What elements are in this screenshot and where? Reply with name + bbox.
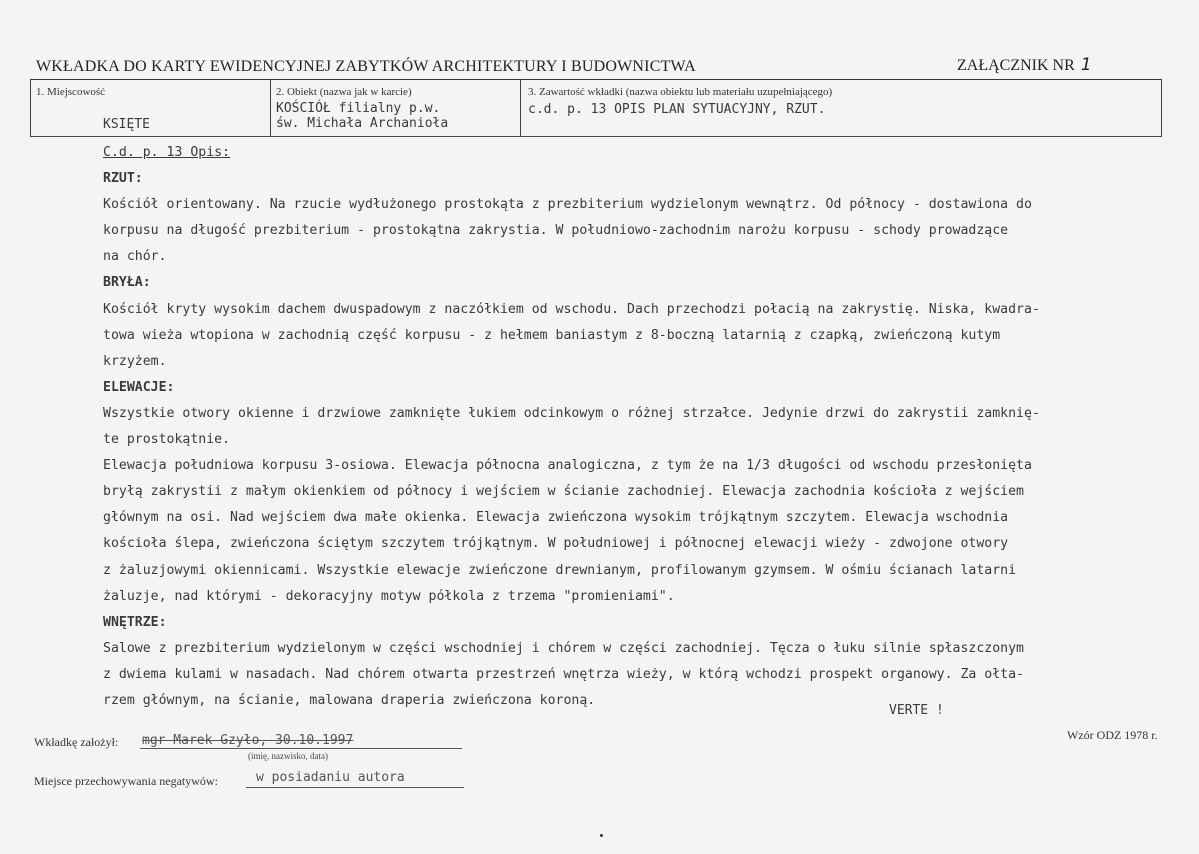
object-value-line1: KOŚCIÓŁ filialny p.w. <box>276 101 441 116</box>
storage-value: w posiadaniu autora <box>256 770 405 785</box>
form-code: Wzór ODZ 1978 r. <box>1067 728 1158 742</box>
body-line: krzyżem. <box>103 353 167 369</box>
body-line: korpusu na długość prezbiterium - prostokątna zakrystia. W południowo-zachodnim narożu korpusu - schody prowadzące <box>103 223 1009 239</box>
paper-speck <box>600 834 603 837</box>
header-rule <box>30 79 1162 80</box>
section-heading: BRYŁA: <box>103 275 151 291</box>
box-bottom-rule <box>30 136 1162 137</box>
body-line: na chór. <box>103 249 167 265</box>
description-body <box>103 140 1093 714</box>
body-line: Elewacja południowa korpusu 3-osiowa. Elewacja północna analogiczna, z tym że na 1/3 długości od wschodu przesłonięta <box>103 458 1032 474</box>
form-title: WKŁADKA DO KARTY EWIDENCYJNEJ ZABYTKÓW ARCHITEKTURY I BUDOWNICTWA <box>36 58 696 75</box>
attachment-number-value: 1 <box>1080 55 1092 75</box>
content-label: 3. Zawartość wkładki (nazwa obiektu lub materiału uzupełniającego) <box>528 86 833 98</box>
body-line: bryłą zakrystii z małym okienkiem od północy i wejściem w ścianie zachodniej. Elewacja zachodnia kościoła z wejściem <box>103 484 1024 500</box>
content-value: c.d. p. 13 OPIS PLAN SYTUACYJNY, RZUT. <box>528 102 826 117</box>
prepared-by-value: mgr Marek Gzyło, 30.10.1997 <box>142 733 354 748</box>
prepared-by-label: Wkładkę założył: <box>34 735 119 749</box>
box-divider-2 <box>520 80 521 137</box>
storage-label: Miejsce przechowywania negatywów: <box>34 774 218 788</box>
body-line: kościoła ślepa, zwieńczona ściętym szczytem trójkątnym. W południowej i północnej elewacji wieży - zdwojone otwory <box>103 536 1009 552</box>
section-heading: WNĘTRZE: <box>103 614 167 630</box>
body-line: towa wieża wtopiona w zachodnią część korpusu - z hełmem baniastym z 8-boczną latarnią z czapką, zwieńczoną kutym <box>103 327 1001 343</box>
box-left-border <box>30 80 31 137</box>
continuation-heading: C.d. p. 13 Opis: <box>103 145 231 160</box>
body-line: Wszystkie otwory okienne i drzwiowe zamknięte łukiem odcinkowym o różnej strzałce. Jedynie drzwi do zakrystii zamknię- <box>103 405 1040 421</box>
prepared-by-hint: (imię, nazwisko, data) <box>248 751 328 761</box>
body-line: żaluzje, nad którymi - dekoracyjny motyw półkola z trzema "promieniami". <box>103 588 675 604</box>
object-value-line2: św. Michała Archanioła <box>276 116 449 131</box>
body-line: Kościół orientowany. Na rzucie wydłużonego prostokąta z prezbiterium wydzielonym wewnątrz. Od północy - dostawiona do <box>103 197 1032 213</box>
body-line: głównym na osi. Nad wejściem dwa małe okienka. Elewacja zwieńczona wysokim trójkątnym szczytem. Elewacja wschodnia <box>103 510 1009 526</box>
locality-label: 1. Miejscowość <box>36 86 106 98</box>
section-heading: ELEWACJE: <box>103 379 175 395</box>
body-line: Kościół kryty wysokim dachem dwuspadowym z naczółkiem od wschodu. Dach przechodzi połacią na zakrystię. Niska, kwadra- <box>103 301 1040 317</box>
storage-line <box>246 787 464 788</box>
prepared-by-line <box>140 748 462 749</box>
body-line: rzem głównym, na ścianie, malowana draperia zwieńczona koroną. <box>103 692 596 708</box>
object-label: 2. Obiekt (nazwa jak w karcie) <box>276 86 412 98</box>
body-line: z dwiema kulami w nasadach. Nad chórem otwarta przestrzeń wnętrza wieży, w którą wchodzi prospekt organowy. Za ołta- <box>103 666 1024 682</box>
section-heading: RZUT: <box>103 171 143 187</box>
verte-note: VERTE ! <box>889 703 944 718</box>
body-line: te prostokątnie. <box>103 432 231 448</box>
body-line: Salowe z prezbiterium wydzielonym w części wschodniej i chórem w części zachodniej. Tęcza o łuku silnie spłaszczonym <box>103 640 1024 656</box>
attachment-label: ZAŁĄCZNIK NR <box>957 57 1075 74</box>
locality-value: KSIĘTE <box>103 117 150 132</box>
box-right-border <box>1161 80 1162 137</box>
attachment-number <box>957 55 1092 75</box>
box-divider-1 <box>270 80 271 137</box>
body-line: z żaluzjowymi okiennicami. Wszystkie elewacje zwieńczone drewnianym, profilowanym gzymsem. W ośmiu ścianach latarni <box>103 562 1017 578</box>
